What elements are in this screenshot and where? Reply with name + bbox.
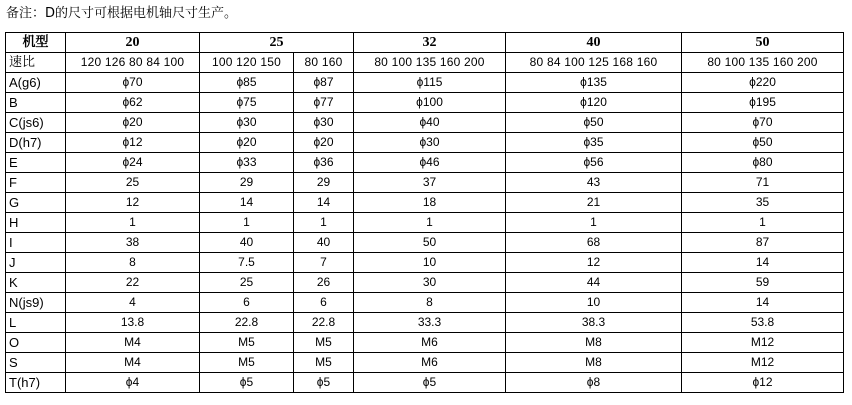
dimension-value: 50 xyxy=(354,233,506,253)
dimension-value: 8 xyxy=(354,293,506,313)
dimension-value: ϕ50 xyxy=(682,133,844,153)
dimension-value: 7.5 xyxy=(200,253,294,273)
dimension-value: 1 xyxy=(66,213,200,233)
dimension-value: 30 xyxy=(354,273,506,293)
dimension-value: 71 xyxy=(682,173,844,193)
dimension-value: 43 xyxy=(506,173,682,193)
dimension-row xyxy=(6,193,844,213)
dimension-label: G xyxy=(6,193,66,213)
dimension-row xyxy=(6,73,844,93)
dimension-value: 29 xyxy=(200,173,294,193)
dimension-label: T(h7) xyxy=(6,373,66,393)
model-header: 40 xyxy=(506,33,682,53)
dimension-row xyxy=(6,213,844,233)
dimension-value: ϕ5 xyxy=(294,373,354,393)
dimension-row xyxy=(6,293,844,313)
dimension-value: ϕ80 xyxy=(682,153,844,173)
dimension-value: ϕ20 xyxy=(66,113,200,133)
model-header-row xyxy=(6,33,844,53)
dimension-value: 59 xyxy=(682,273,844,293)
dimension-value: ϕ30 xyxy=(354,133,506,153)
dimension-value: 44 xyxy=(506,273,682,293)
dimension-value: M5 xyxy=(200,333,294,353)
dimension-value: ϕ20 xyxy=(294,133,354,153)
dimension-value: ϕ70 xyxy=(66,73,200,93)
dimension-label: L xyxy=(6,313,66,333)
dimension-value: ϕ50 xyxy=(506,113,682,133)
dimension-value: 21 xyxy=(506,193,682,213)
dimension-value: ϕ8 xyxy=(506,373,682,393)
dimension-value: ϕ56 xyxy=(506,153,682,173)
dimension-value: ϕ46 xyxy=(354,153,506,173)
dimension-value: 6 xyxy=(294,293,354,313)
dimension-row xyxy=(6,353,844,373)
dimension-value: ϕ115 xyxy=(354,73,506,93)
dimension-row xyxy=(6,133,844,153)
dimension-value: M8 xyxy=(506,333,682,353)
ratio-label: 速比 xyxy=(6,53,66,73)
dimension-value: ϕ40 xyxy=(354,113,506,133)
dimension-label: K xyxy=(6,273,66,293)
dimension-value: ϕ195 xyxy=(682,93,844,113)
dimension-label: A(g6) xyxy=(6,73,66,93)
dimension-value: 14 xyxy=(294,193,354,213)
dimension-value: 22 xyxy=(66,273,200,293)
dimension-value: ϕ30 xyxy=(294,113,354,133)
dimension-label: N(js9) xyxy=(6,293,66,313)
ratio-cell: 80 100 135 160 200 xyxy=(682,53,844,73)
model-header: 50 xyxy=(682,33,844,53)
dimension-value: 14 xyxy=(682,293,844,313)
dimension-value: M5 xyxy=(200,353,294,373)
dimension-value: ϕ70 xyxy=(682,113,844,133)
dimension-value: 14 xyxy=(200,193,294,213)
dimension-value: ϕ75 xyxy=(200,93,294,113)
dimension-value: ϕ85 xyxy=(200,73,294,93)
dimension-value: ϕ100 xyxy=(354,93,506,113)
ratio-cell: 100 120 150 xyxy=(200,53,294,73)
dimension-value: ϕ36 xyxy=(294,153,354,173)
dimension-value: 25 xyxy=(200,273,294,293)
dimension-value: ϕ77 xyxy=(294,93,354,113)
ratio-cell: 120 126 80 84 100 xyxy=(66,53,200,73)
dimension-value: 8 xyxy=(66,253,200,273)
dimension-value: 38.3 xyxy=(506,313,682,333)
ratio-cell: 80 160 xyxy=(294,53,354,73)
dimension-value: ϕ35 xyxy=(506,133,682,153)
dimension-value: 10 xyxy=(506,293,682,313)
dimension-value: M6 xyxy=(354,353,506,373)
dimension-value: 68 xyxy=(506,233,682,253)
ratio-cell: 80 100 135 160 200 xyxy=(354,53,506,73)
model-header: 32 xyxy=(354,33,506,53)
dimension-value: 40 xyxy=(294,233,354,253)
dimension-value: 53.8 xyxy=(682,313,844,333)
dimension-value: 12 xyxy=(66,193,200,213)
model-header: 25 xyxy=(200,33,354,53)
dimension-value: ϕ12 xyxy=(682,373,844,393)
dimension-row xyxy=(6,313,844,333)
corner-label: 机型 xyxy=(6,33,66,53)
dimension-value: M12 xyxy=(682,333,844,353)
dimension-value: 35 xyxy=(682,193,844,213)
dimension-value: 13.8 xyxy=(66,313,200,333)
dimension-value: ϕ87 xyxy=(294,73,354,93)
dimension-value: 37 xyxy=(354,173,506,193)
ratio-row xyxy=(6,53,844,73)
dimension-value: 87 xyxy=(682,233,844,253)
dimension-value: 1 xyxy=(200,213,294,233)
remark-note: 备注：D的尺寸可根据电机轴尺寸生产。 xyxy=(6,6,238,21)
dimension-value: 1 xyxy=(682,213,844,233)
dimension-value: M5 xyxy=(294,353,354,373)
dimension-value: 33.3 xyxy=(354,313,506,333)
dimension-value: ϕ5 xyxy=(200,373,294,393)
dimension-value: ϕ5 xyxy=(354,373,506,393)
dimension-value: 10 xyxy=(354,253,506,273)
dimension-value: ϕ20 xyxy=(200,133,294,153)
dimension-value: 29 xyxy=(294,173,354,193)
dimension-value: M4 xyxy=(66,333,200,353)
dimension-value: ϕ30 xyxy=(200,113,294,133)
dimension-row xyxy=(6,113,844,133)
dimension-value: ϕ62 xyxy=(66,93,200,113)
ratio-cell: 80 84 100 125 168 160 xyxy=(506,53,682,73)
dimension-row xyxy=(6,173,844,193)
dimension-value: M12 xyxy=(682,353,844,373)
dimension-label: B xyxy=(6,93,66,113)
dimension-value: 18 xyxy=(354,193,506,213)
dimension-value: ϕ120 xyxy=(506,93,682,113)
model-header: 20 xyxy=(66,33,200,53)
dimension-value: 25 xyxy=(66,173,200,193)
dimension-value: 22.8 xyxy=(200,313,294,333)
dimension-value: 6 xyxy=(200,293,294,313)
dimension-row xyxy=(6,253,844,273)
dimension-value: 40 xyxy=(200,233,294,253)
dimension-row xyxy=(6,233,844,253)
dimension-value: ϕ33 xyxy=(200,153,294,173)
dimension-value: ϕ220 xyxy=(682,73,844,93)
dimension-label: F xyxy=(6,173,66,193)
dimension-label: E xyxy=(6,153,66,173)
dimension-value: 26 xyxy=(294,273,354,293)
dimension-value: 4 xyxy=(66,293,200,313)
dimension-value: 1 xyxy=(294,213,354,233)
dimension-label: S xyxy=(6,353,66,373)
dimension-table xyxy=(5,32,844,393)
dimension-row xyxy=(6,333,844,353)
dimension-value: M5 xyxy=(294,333,354,353)
dimension-value: M8 xyxy=(506,353,682,373)
dimension-label: I xyxy=(6,233,66,253)
dimension-value: ϕ135 xyxy=(506,73,682,93)
dimension-row xyxy=(6,273,844,293)
dimension-value: M6 xyxy=(354,333,506,353)
dimension-row xyxy=(6,93,844,113)
dimension-value: 1 xyxy=(506,213,682,233)
dimension-label: O xyxy=(6,333,66,353)
dimension-value: M4 xyxy=(66,353,200,373)
dimension-label: J xyxy=(6,253,66,273)
dimension-value: ϕ12 xyxy=(66,133,200,153)
dimension-value: 7 xyxy=(294,253,354,273)
dimension-label: D(h7) xyxy=(6,133,66,153)
dimension-value: 38 xyxy=(66,233,200,253)
dimension-value: 12 xyxy=(506,253,682,273)
dimension-row xyxy=(6,373,844,393)
dimension-value: ϕ24 xyxy=(66,153,200,173)
dimension-label: C(js6) xyxy=(6,113,66,133)
dimension-row xyxy=(6,153,844,173)
dimension-value: 14 xyxy=(682,253,844,273)
dimension-value: ϕ4 xyxy=(66,373,200,393)
dimension-value: 22.8 xyxy=(294,313,354,333)
dimension-label: H xyxy=(6,213,66,233)
dimension-value: 1 xyxy=(354,213,506,233)
